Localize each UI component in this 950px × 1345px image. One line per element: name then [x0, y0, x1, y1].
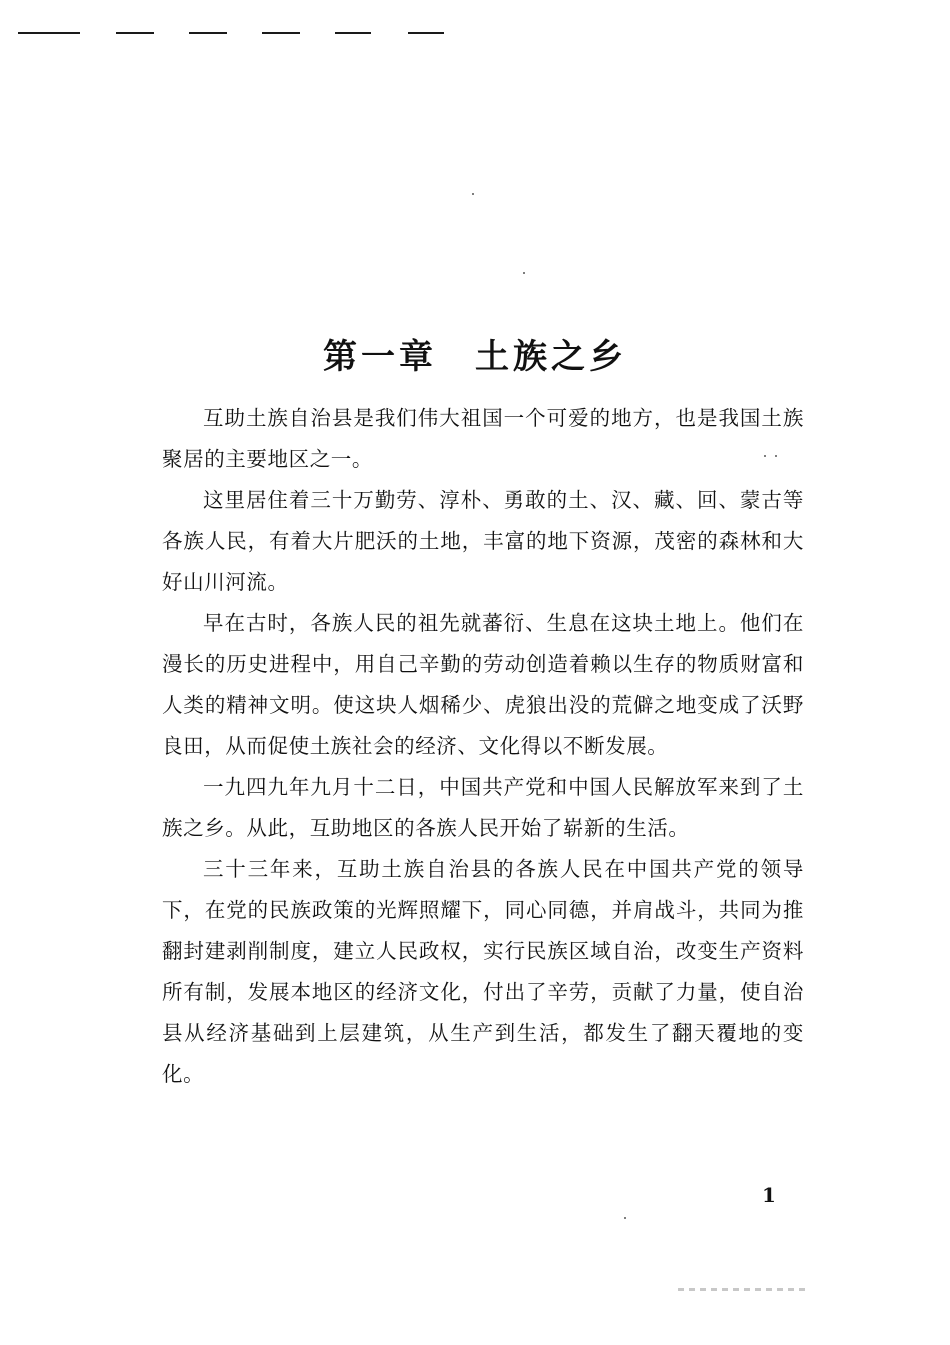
paragraph: 早在古时，各族人民的祖先就蕃衍、生息在这块土地上。他们在漫长的历史进程中，用自己辛勤的劳动创造着赖以生存的物质财富和人类的精神文明。使这块人烟稀少、虎狼出没的荒僻之地变成了沃野良田，从而促使土族社会的经济、文化得以不断发展。: [162, 611, 804, 758]
page-number: 1: [762, 1183, 776, 1207]
scan-smudge: [678, 1288, 806, 1291]
top-rule: [189, 32, 227, 34]
body-text: [162, 398, 804, 1095]
top-rule: [335, 32, 371, 34]
top-rule: [18, 32, 80, 34]
top-rule: [116, 32, 154, 34]
scan-speck: [523, 272, 525, 274]
top-rule: [408, 32, 444, 34]
paragraph: 一九四九年九月十二日，中国共产党和中国人民解放军来到了土族之乡。从此，互助地区的各族人民开始了崭新的生活。: [162, 775, 804, 840]
paragraph: 这里居住着三十万勤劳、淳朴、勇敢的土、汉、藏、回、蒙古等各族人民，有着大片肥沃的土地，丰富的地下资源，茂密的森林和大好山川河流。: [162, 488, 804, 594]
scan-speck: [624, 1217, 626, 1219]
paragraph: 三十三年来，互助土族自治县的各族人民在中国共产党的领导下，在党的民族政策的光辉照耀下，同心同德，并肩战斗，共同为推翻封建剥削制度，建立人民政权，实行民族区域自治，改变生产资料所有制，发展本地区的经济文化，付出了辛劳，贡献了力量，使自治县从经济基础到上层建筑，从生产到生活，都发生了翻天覆地的变化。: [162, 857, 804, 1086]
scan-speck: [472, 193, 474, 195]
paragraph: 互助土族自治县是我们伟大祖国一个可爱的地方，也是我国土族聚居的主要地区之一。: [162, 406, 804, 471]
chapter-title: 第一章 土族之乡: [323, 336, 627, 377]
top-rule: [262, 32, 300, 34]
